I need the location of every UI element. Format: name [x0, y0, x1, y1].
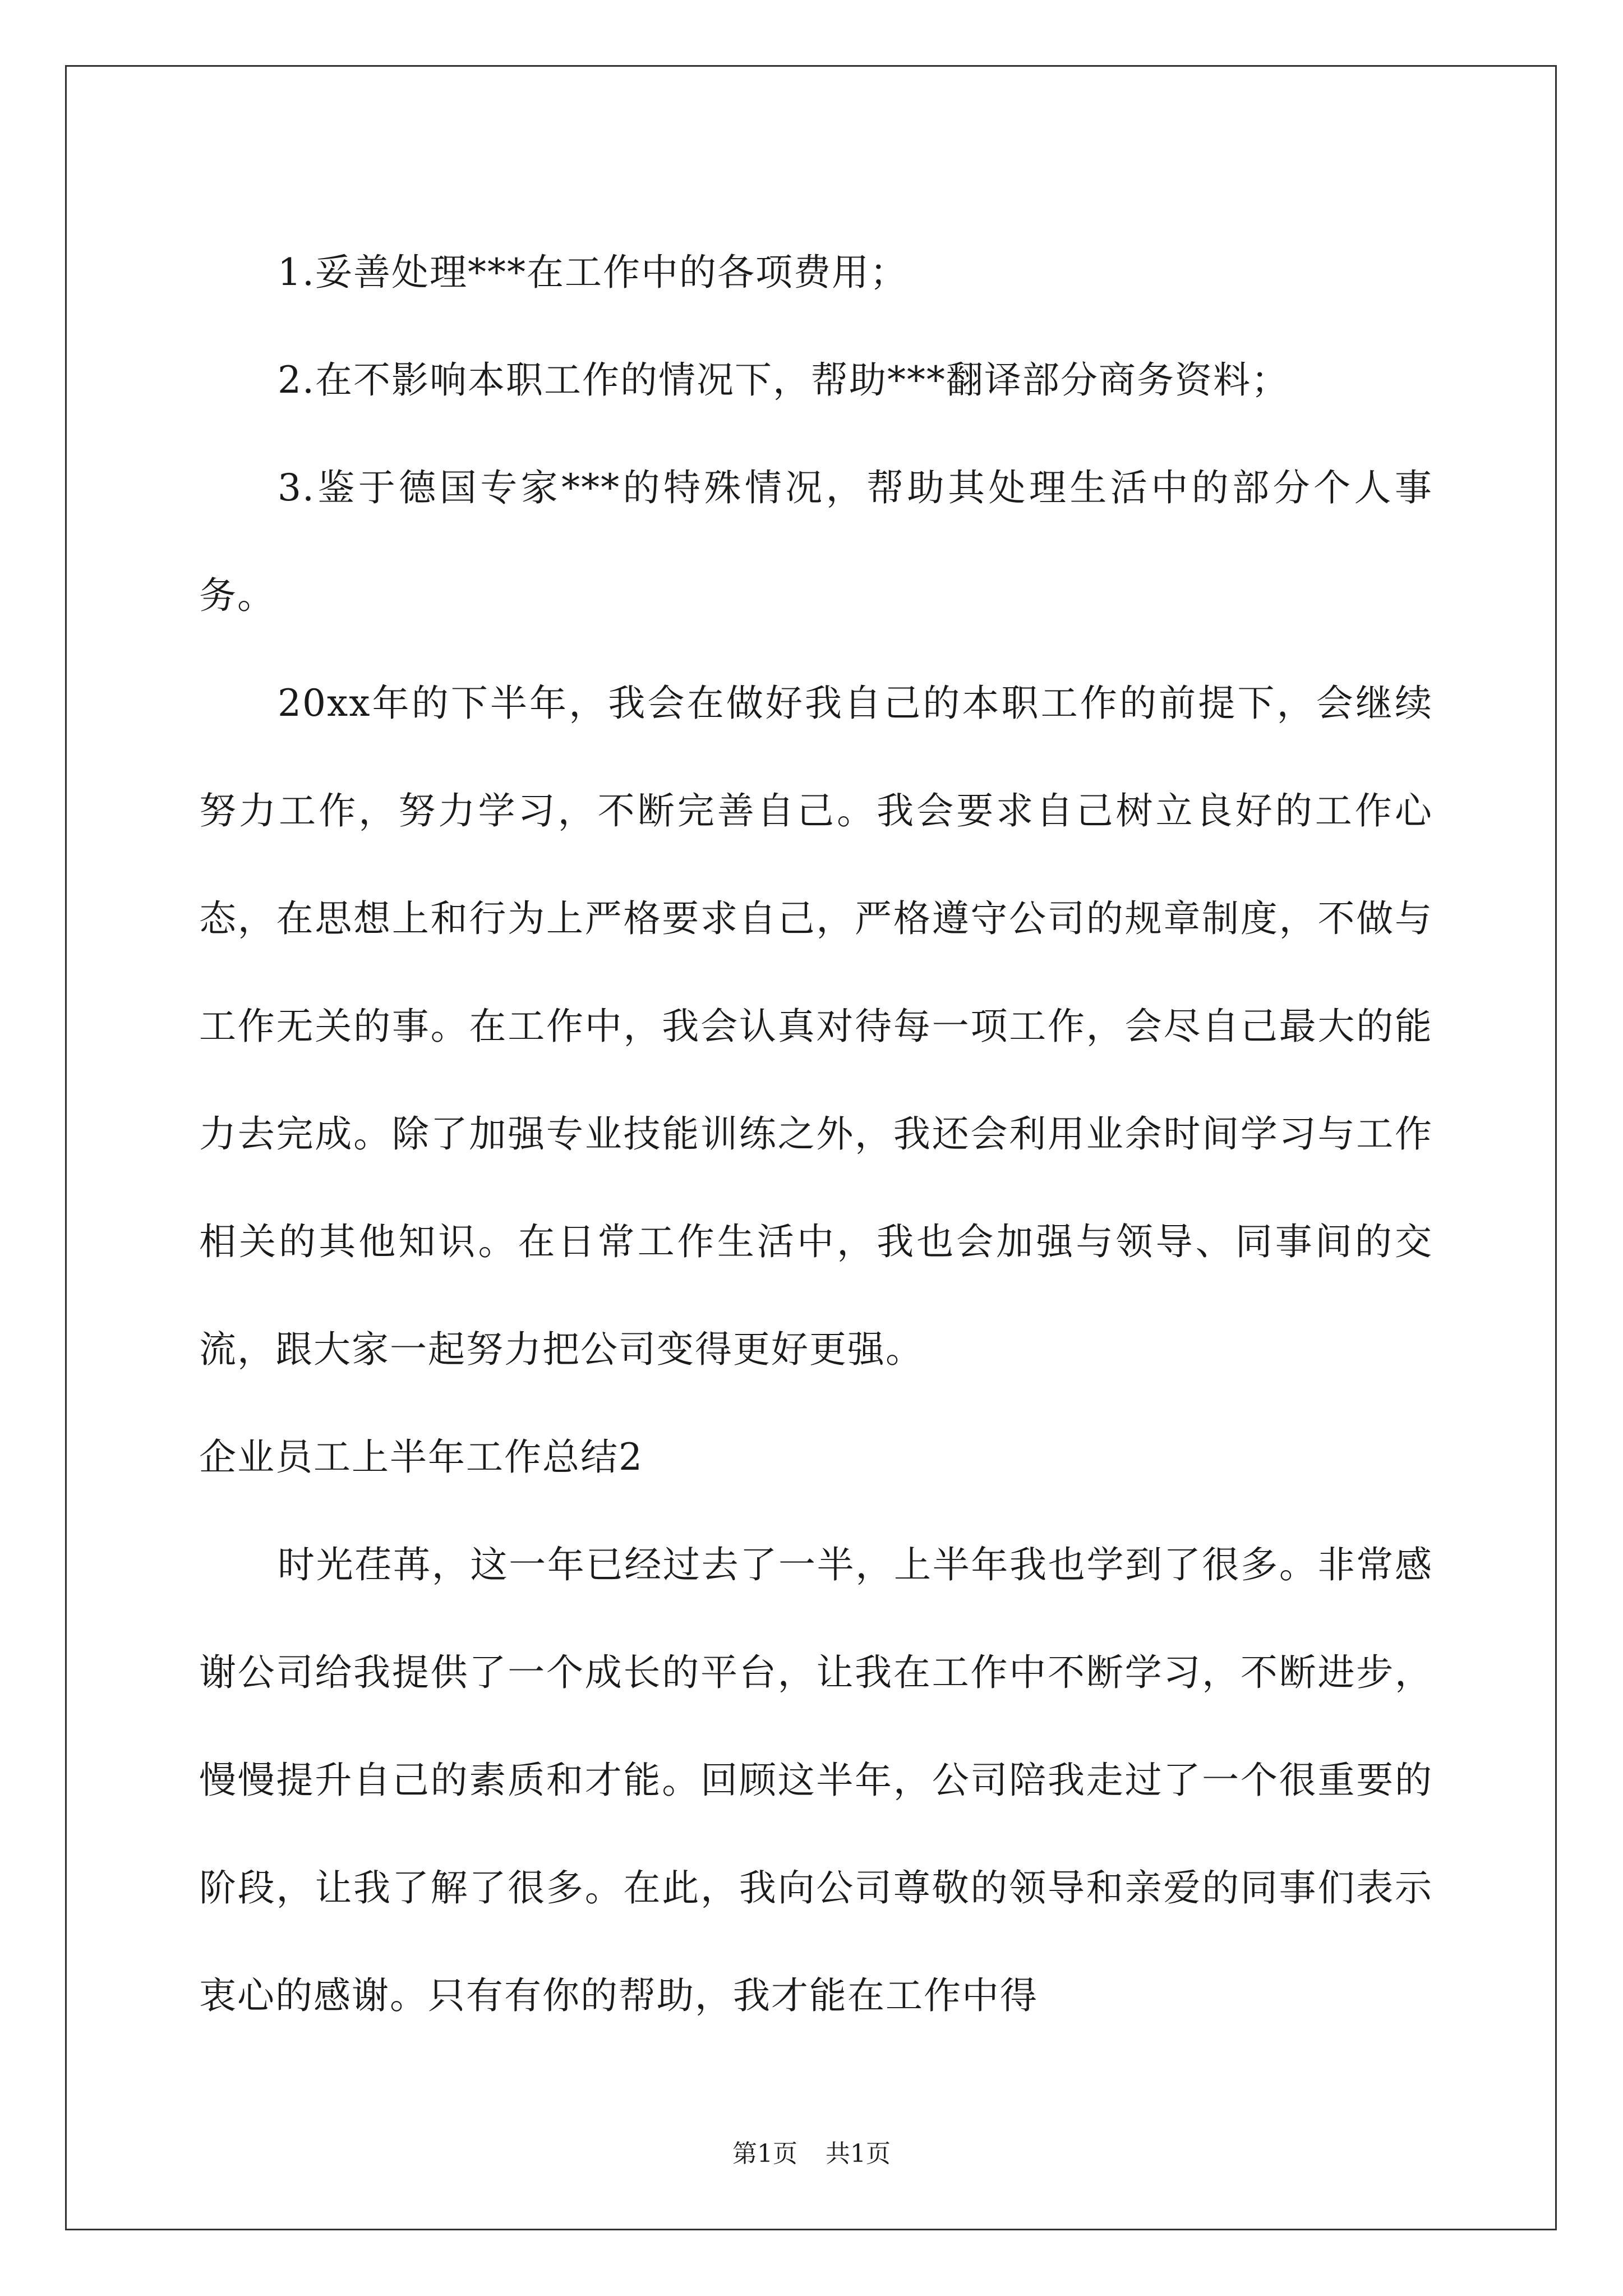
paragraph-1: 1.妥善处理***在工作中的各项费用； [278, 251, 908, 294]
page-footer [0, 2137, 1623, 2171]
paragraph-4: 20xx年的下半年，我会在做好我自己的本职工作的前提下，会继续努力工作，努力学习，不断完善自己。我会要求自己树立良好的工作心态，在思想上和行为上严格要求自己，严格遵守公司的规章制度，不做与工作无关的事。在工作中，我会认真对待每一项工作，会尽自己最大的能力去完成。除了加强专业技能训练之外，我还会利用业余时间学习与工作相关的其他知识。在日常工作生活中，我也会加强与领导、同事间的交流，跟大家一起努力把公司变得更好更强。 [199, 682, 1433, 1371]
page-total: 共1页 [826, 2139, 891, 2168]
paragraph-2: 2.在不影响本职工作的情况下，帮助***翻译部分商务资料； [278, 358, 1289, 402]
page-number: 第1页 [732, 2139, 797, 2168]
section-heading: 企业员工上半年工作总结2 [199, 1435, 643, 1479]
paragraph-5: 时光荏苒，这一年已经过去了一半，上半年我也学到了很多。非常感谢公司给我提供了一个成长的平台，让我在工作中不断学习，不断进步，慢慢提升自己的素质和才能。回顾这半年，公司陪我走过了一个很重要的阶段，让我了解了很多。在此，我向公司尊敬的领导和亲爱的同事们表示衷心的感谢。只有有你的帮助，我才能在工作中得 [199, 1543, 1433, 2017]
document-body [199, 219, 1433, 2050]
paragraph-3: 3.鉴于德国专家***的特殊情况，帮助其处理生活中的部分个人事务。 [199, 466, 1433, 617]
